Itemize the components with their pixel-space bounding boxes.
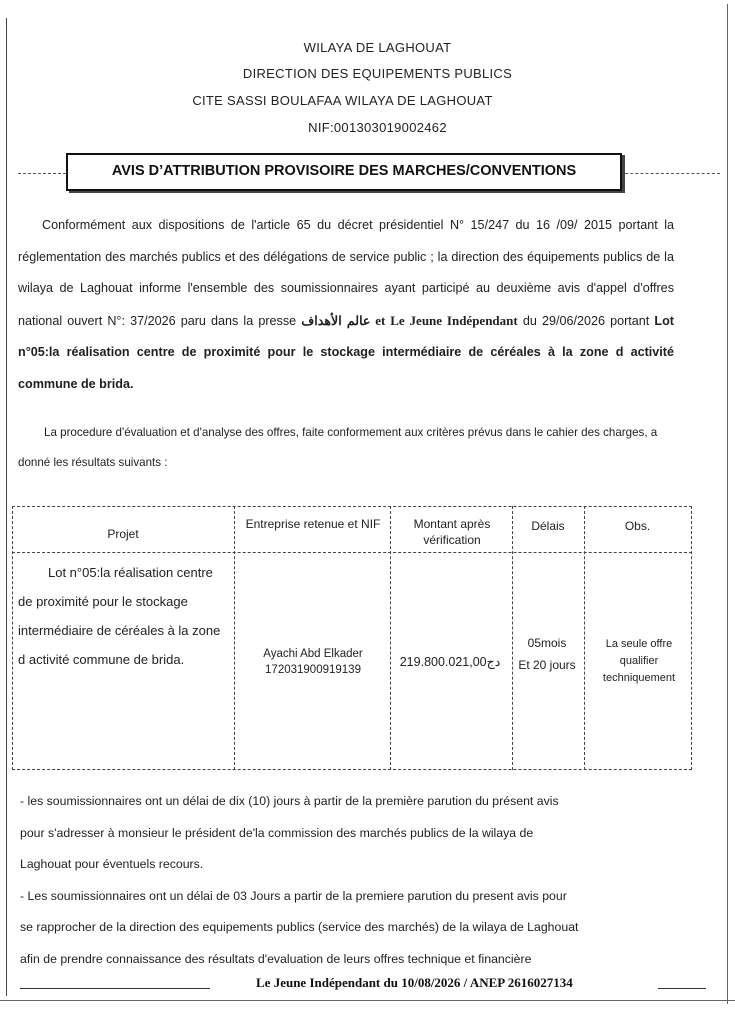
- header-nif: NIF:001303019002462: [308, 120, 447, 135]
- page-border-bottom: [0, 1000, 735, 1001]
- procedure-paragraph: La procedure d'évaluation et d'analyse des offres, faite conformement aux critères prévus dans le cahier des charges, a donné les résultats suivants :: [18, 426, 658, 469]
- note-1-line-1: - les soumissionnaires ont un délai de dix (10) jours à partir de la première parution du présent avis: [20, 794, 559, 808]
- table-rule-bottom: [12, 769, 692, 770]
- note-2-line-1: - Les soumissionnaires ont un délai de 03 Jours a partir de la premiere parution du present avis pour: [20, 888, 567, 903]
- col-header-delais: Délais: [531, 519, 565, 533]
- col-header-entreprise: Entreprise retenue et NIF: [245, 517, 381, 531]
- title-box: [66, 153, 622, 191]
- title-rule-left: [18, 173, 66, 174]
- entreprise-nif: 172031900919139: [265, 664, 361, 676]
- footer-rule-right: [658, 988, 706, 989]
- results-table: [12, 506, 692, 770]
- newspaper-french: Le Jeune Indépendant: [390, 312, 518, 328]
- newspaper-arabic: عالم الأهداف: [301, 313, 371, 328]
- footer-rule-left: [20, 988, 210, 989]
- table-col-2: [390, 506, 391, 770]
- intro-paragraph: [18, 210, 674, 400]
- note-2-line-2: se rapprocher de la direction des equipements publics (service des marchés) de la wilaya de Laghouat: [20, 920, 579, 934]
- cell-montant: ﺩﺝ219.800.021,00: [399, 655, 501, 669]
- table-col-0: [12, 506, 13, 770]
- header-address: CITE SASSI BOULAFAA WILAYA DE LAGHOUAT: [192, 93, 493, 108]
- cell-delais: [512, 632, 582, 676]
- note-1-line-2: pour s'adresser à monsieur le président de'la commission des marchés publics de la wilaya de: [20, 825, 534, 840]
- table-col-1: [234, 506, 235, 770]
- header-direction: DIRECTION DES EQUIPEMENTS PUBLICS: [242, 66, 513, 81]
- col-header-obs: Obs.: [624, 519, 651, 533]
- intro-text-1: Conformément aux dispositions de l'article 65 du décret présidentiel N° 15/247 du 16 /09/ 2015 portant la réglementation des marchés publics et des délégations de service public ; la direction des équipements publics de la wilaya de Laghouat informe l'ensemble des soumissionnaires ayant participé au deuxième avis d'appel d'offres national ouvert N°: 37/2026 paru dans la presse: [18, 218, 674, 328]
- table-col-4: [584, 506, 585, 770]
- footer-publication: Le Jeune Indépendant du 10/08/2026 / ANEP 2616027134: [256, 975, 573, 990]
- header-wilaya: WILAYA DE LAGHOUAT: [303, 40, 452, 55]
- cell-obs: La seule offre qualifier techniquement: [602, 638, 676, 684]
- col-header-projet: Projet: [107, 527, 139, 541]
- entreprise-name: Ayachi Abd Elkader: [263, 648, 363, 660]
- intro-lot: Lot n°05:la réalisation centre de proximité pour le stockage intermédiaire de céréales à la zone d activité commune de brida.: [18, 313, 674, 391]
- note-2-line-3: afin de prendre connaissance des résultats d'evaluation de leurs offres technique et financière: [20, 951, 532, 966]
- cell-projet: Lot n°05:la réalisation centre de proximité pour le stockage intermédiaire de céréales à la zone d activité commune de brida.: [18, 565, 221, 667]
- notice-title: AVIS D’ATTRIBUTION PROVISOIRE DES MARCHES/CONVENTIONS: [111, 163, 577, 179]
- table-rule-header: [12, 552, 692, 553]
- delais-months: 05mois: [527, 636, 567, 650]
- intro-and: et: [370, 312, 391, 328]
- table-rule-top: [12, 506, 692, 507]
- title-rule-right: [620, 173, 720, 174]
- page-border-left: [6, 18, 7, 996]
- delais-days: Et 20 jours: [518, 658, 576, 672]
- note-1-line-3: Laghouat pour éventuels recours.: [20, 857, 204, 871]
- cell-entreprise: [238, 646, 388, 678]
- page-border-right: [727, 4, 728, 1004]
- notes-section: [20, 786, 710, 975]
- col-header-montant: Montant après vérification: [413, 517, 491, 547]
- intro-text-2: du 29/06/2026 portant: [517, 313, 655, 328]
